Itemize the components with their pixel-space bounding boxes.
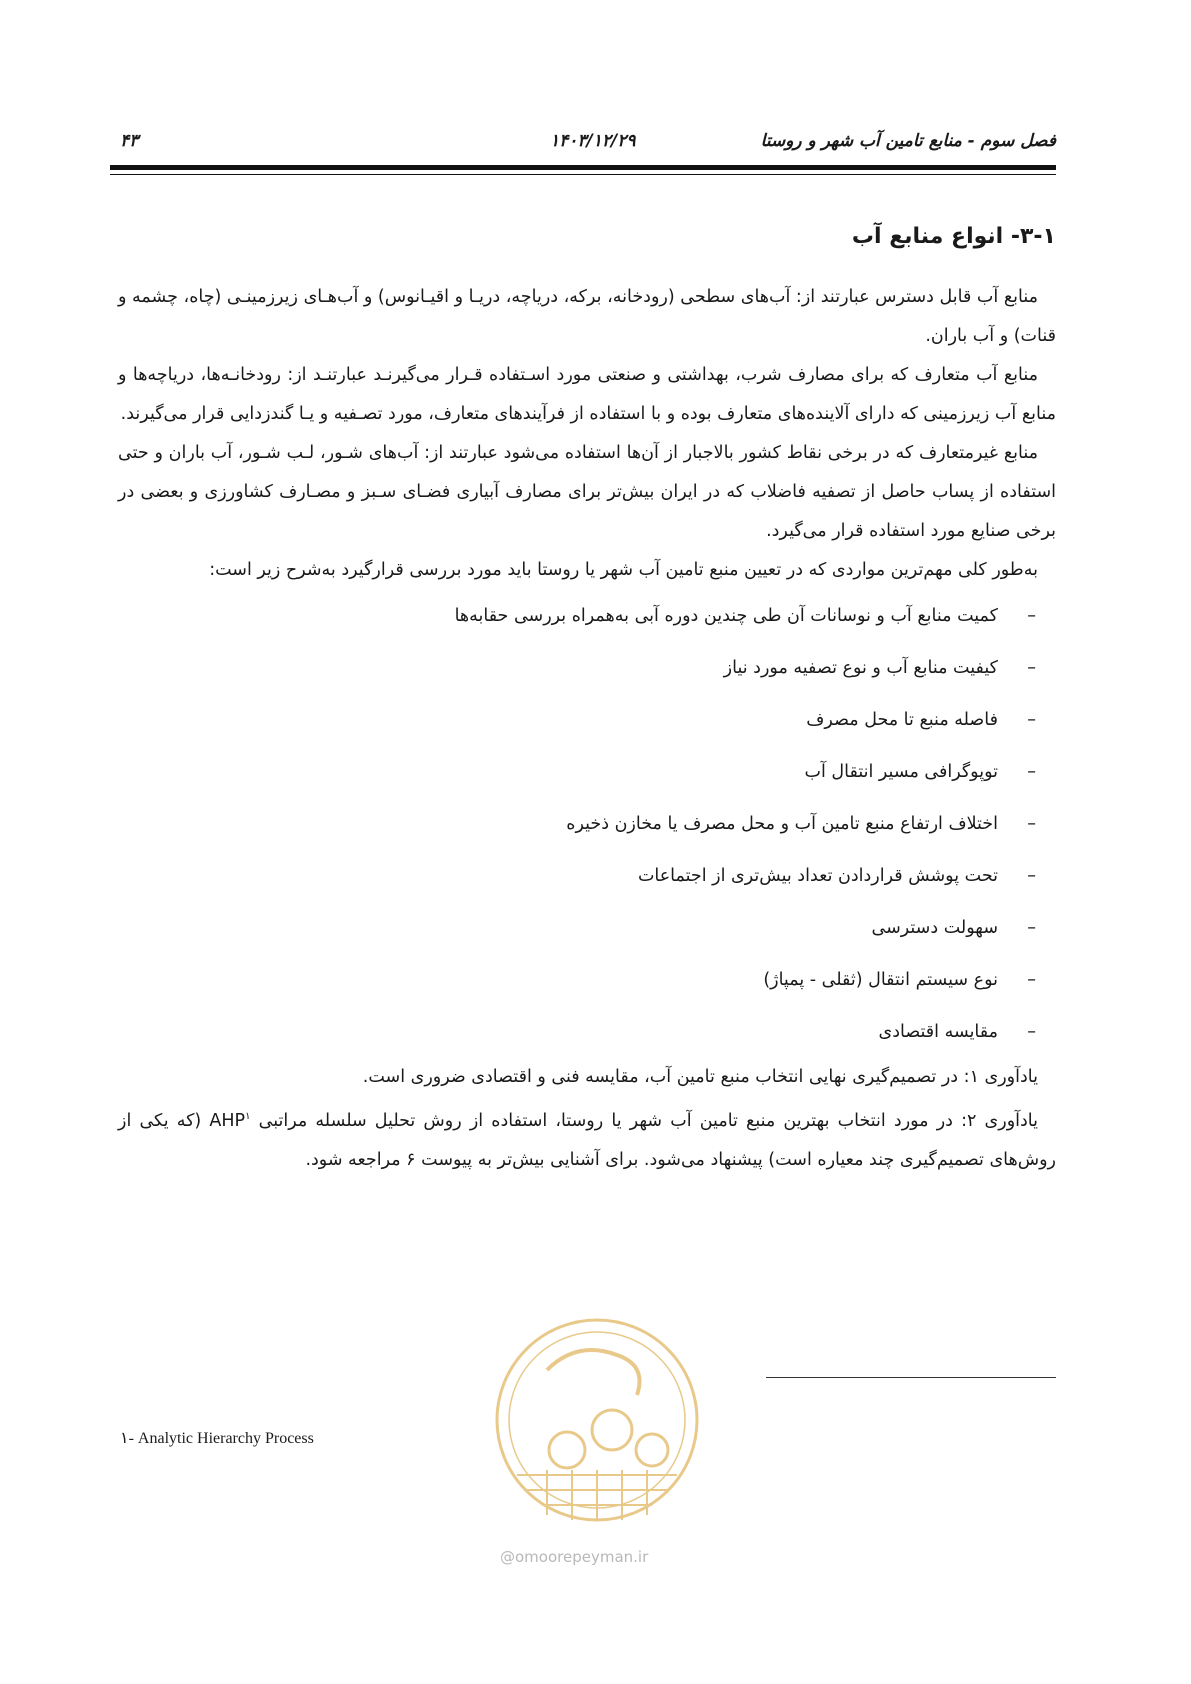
header-date: ۱۴۰۳/۱۲/۲۹ — [550, 131, 636, 151]
paragraph-3: منابع غیرمتعارف که در برخی نقاط کشور بالاجبار از آن‌ها استفاده می‌شود عبارتند از: آب‌های شـور، لـب شـور، آب باران و حتی استفاده از پساب حاصل از تصفیه فاضلاب که در ایران بیش‌تر برای مصارف آبیاری فضـای سـبز و مصـارف کشاورزی و بعضی در برخی صنایع مورد استفاده قرار می‌گیرد. — [118, 443, 1056, 541]
footnote-ref: ۱ — [245, 1111, 251, 1122]
dash-marker: – — [1027, 710, 1036, 730]
paragraph-1: منابع آب قابل دسترس عبارتند از: آب‌های سطحی (رودخانه، برکه، دریاچه، دریـا و اقیـانوس) و آب‌هـای زیرزمینـی (چاه، چشمه و قنات) و آب باران. — [118, 287, 1056, 346]
dash-marker: – — [1027, 762, 1036, 782]
page-number: ۴۳ — [120, 131, 139, 151]
list-item: –سهولت دسترسی — [118, 902, 1036, 954]
dash-marker: – — [1027, 814, 1036, 834]
dash-marker: – — [1027, 918, 1036, 938]
list-item: –مقایسه اقتصادی — [118, 1006, 1036, 1058]
list-item: –اختلاف ارتفاع منبع تامین آب و محل مصرف یا مخازن ذخیره — [118, 798, 1036, 850]
watermark-seal-logo — [487, 1310, 707, 1540]
note-2: یادآوری ۲: در مورد انتخاب بهترین منبع تامین آب شهر یا روستا، استفاده از روش تحلیل سلسله مراتبی AHP$^۱$ (که یکی از روش‌های تصمیم‌گیری چند معیاره است) پیشنهاد می‌شود. برای آشنایی بیش‌تر به پیوست ۶ مراجعه شود. — [118, 1110, 1056, 1170]
dash-marker: – — [1027, 970, 1036, 990]
dash-marker: – — [1027, 658, 1036, 678]
header-rule-thick — [110, 165, 1056, 170]
dash-marker: – — [1027, 606, 1036, 626]
list-item: –کیفیت منابع آب و نوع تصفیه مورد نیاز — [118, 642, 1036, 694]
chapter-title: فصل سوم - منابع تامین آب شهر و روستا — [760, 131, 1056, 151]
footnote-separator — [766, 1377, 1056, 1378]
list-item: –توپوگرافی مسیر انتقال آب — [118, 746, 1036, 798]
paragraph-2: منابع آب متعارف که برای مصارف شرب، بهداشتی و صنعتی مورد اسـتفاده قـرار می‌گیرنـد عبارتنـد از: رودخانـه‌ها، دریاچه‌ها و منابع آب زیرزمینی که دارای آلاینده‌های متعارف بوده و با استفاده از فرآیندهای متعارف، مورد تصـفیه و یـا گندزدایی قرار می‌گیرند. — [118, 365, 1056, 424]
note-1: یادآوری ۱: در تصمیم‌گیری نهایی انتخاب منبع تامین آب، مقایسه فنی و اقتصادی ضروری است. — [362, 1067, 1038, 1087]
footnote: ۱- Analytic Hierarchy Process — [120, 1430, 314, 1447]
list-item: –تحت پوشش قراردادن تعداد بیش‌تری از اجتماعات — [118, 850, 1036, 902]
dash-marker: – — [1027, 866, 1036, 886]
paragraph-4: به‌طور کلی مهم‌ترین مواردی که در تعیین منبع تامین آب شهر یا روستا باید مورد بررسی قرارگیرد به‌شرح زیر است: — [209, 560, 1038, 580]
body-text — [118, 278, 1056, 1180]
list-item: –کمیت منابع آب و نوسانات آن طی چندین دوره آبی به‌همراه بررسی حقابه‌ها — [118, 590, 1036, 642]
page-header — [110, 125, 1056, 155]
dash-marker: – — [1027, 1022, 1036, 1042]
watermark-site: @omoorepeyman.ir — [500, 1548, 649, 1566]
section-title: ۳-۱- انواع منابع آب — [851, 224, 1056, 249]
criteria-list — [118, 590, 1056, 1058]
header-rule-thin — [110, 174, 1056, 175]
list-item: –فاصله منبع تا محل مصرف — [118, 694, 1036, 746]
list-item: –نوع سیستم انتقال (ثقلی - پمپاژ) — [118, 954, 1036, 1006]
